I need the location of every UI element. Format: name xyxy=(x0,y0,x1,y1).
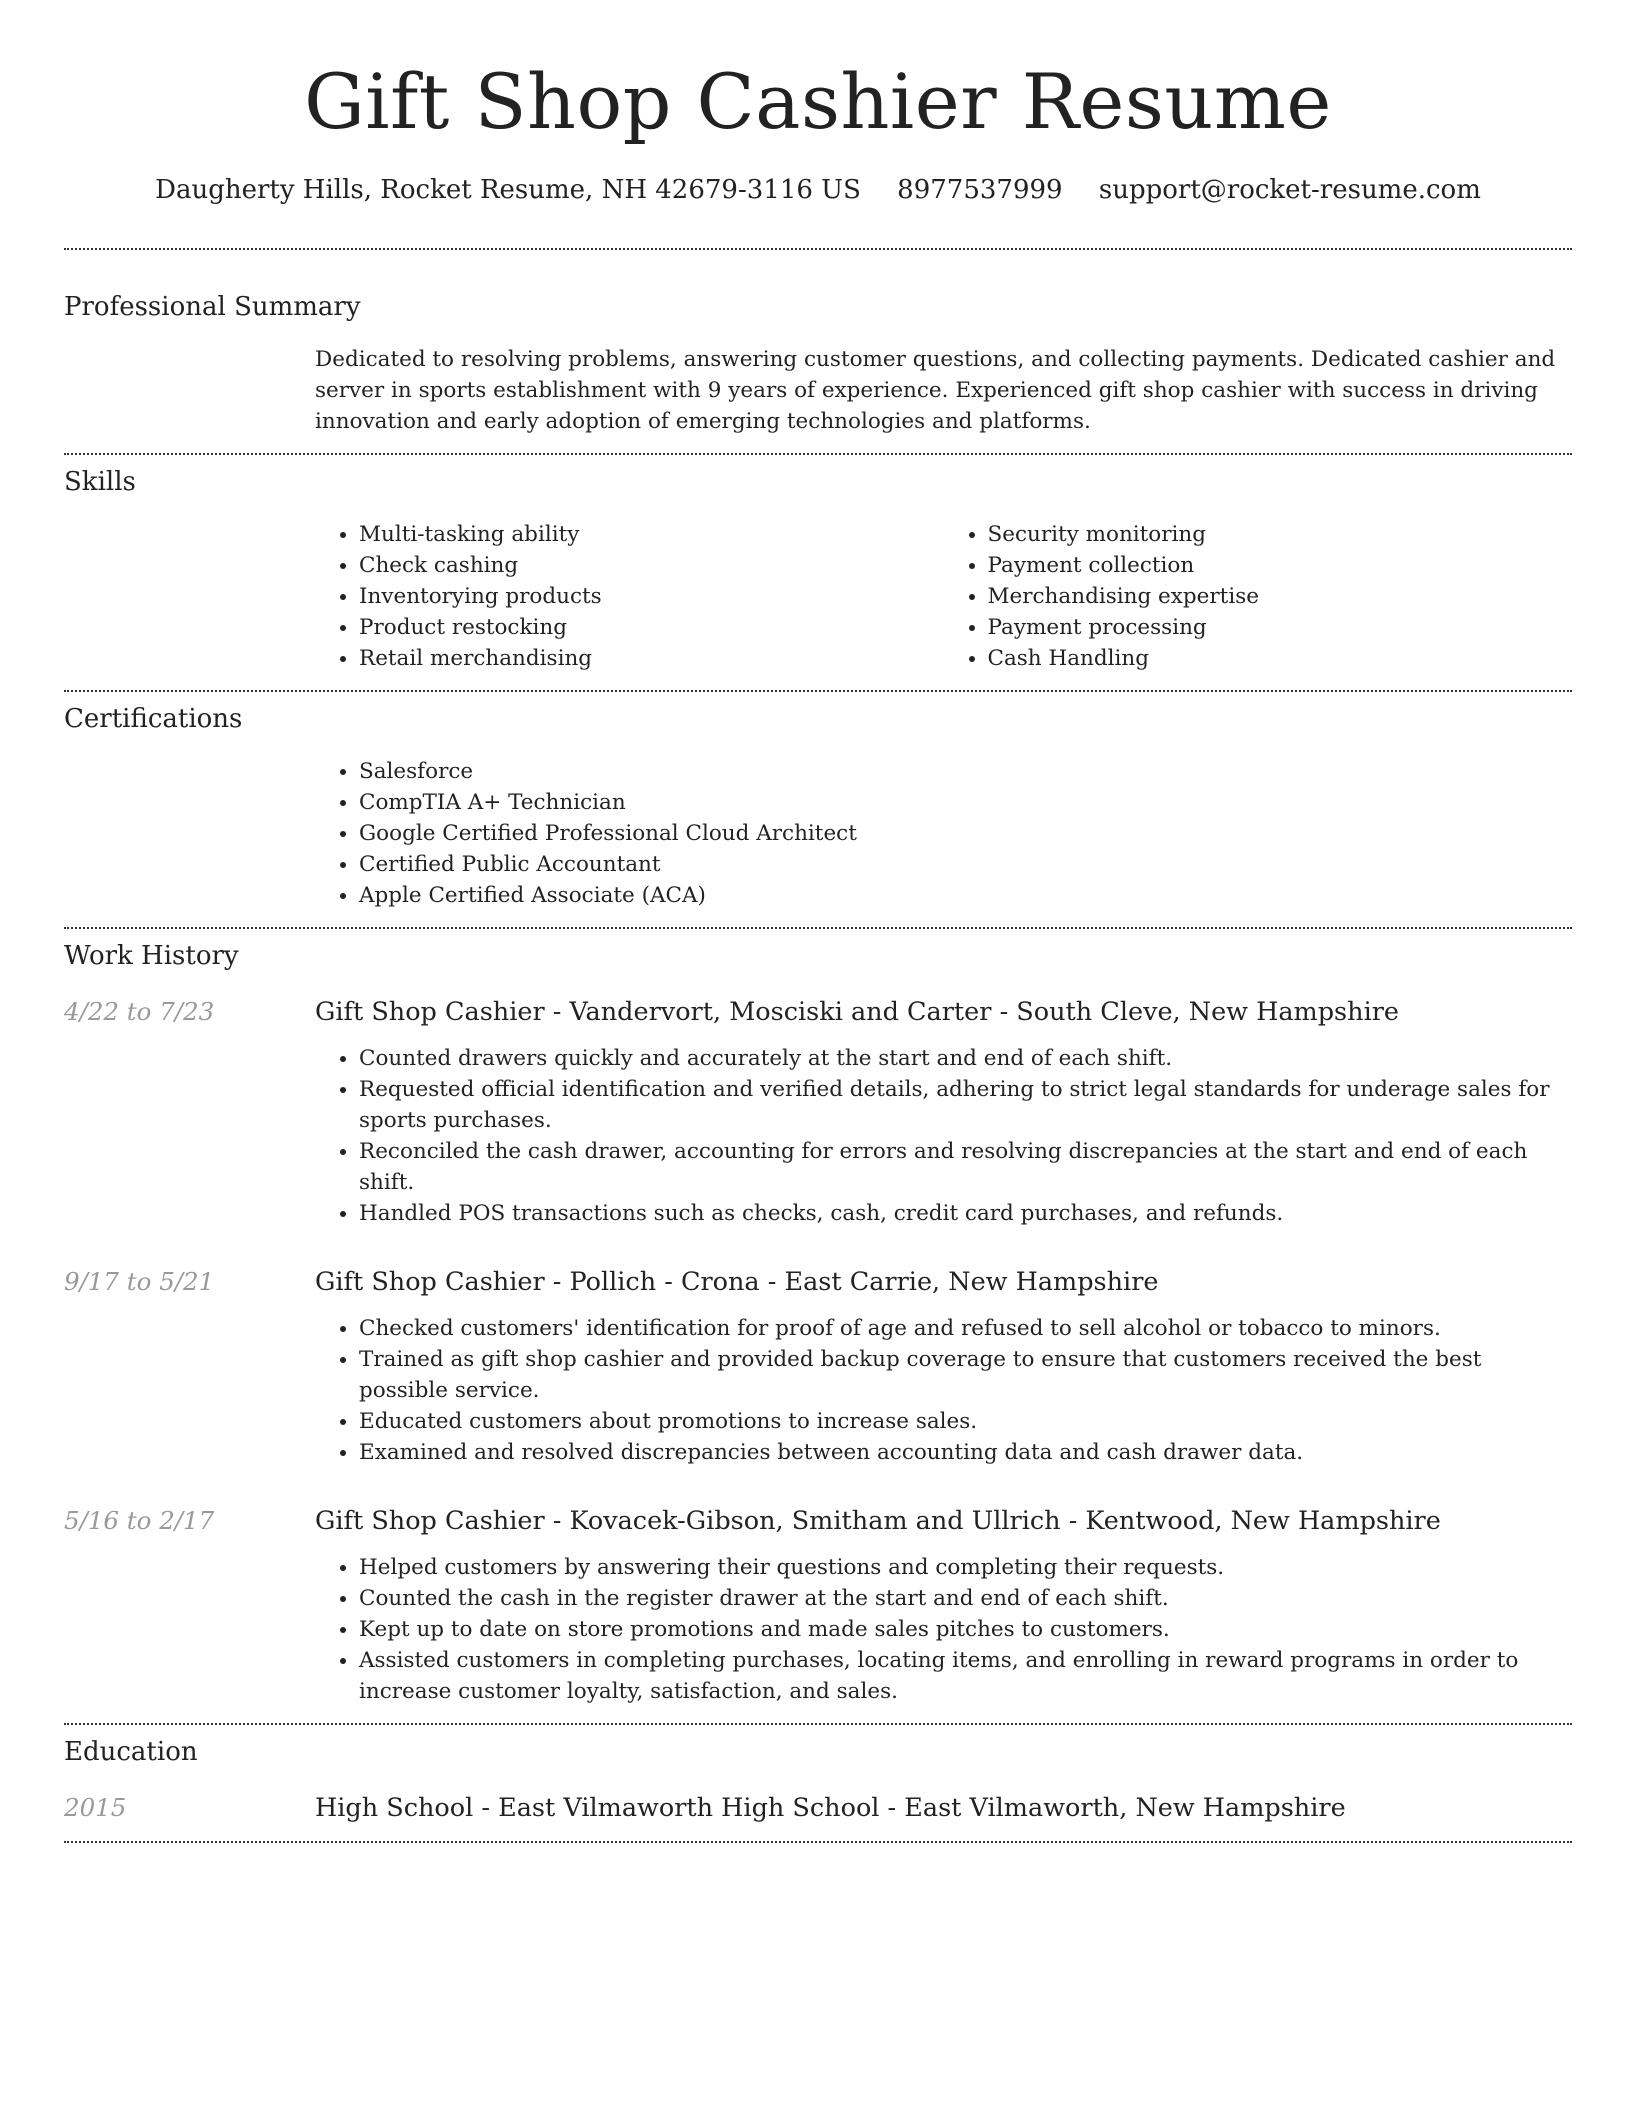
education-entry xyxy=(64,1791,1572,1825)
divider xyxy=(64,1723,1572,1725)
job-dates: 9/17 to 5/21 xyxy=(64,1267,215,1296)
job-bullet: • Counted the cash in the register drawer at the start and end of each shift. xyxy=(359,1583,1572,1614)
section-heading-work-history: Work History xyxy=(64,941,239,971)
resume-page xyxy=(64,0,1572,1843)
job-bullet: • Trained as gift shop cashier and provided backup coverage to ensure that customers received the best possible service. xyxy=(359,1344,1572,1406)
section-heading-skills: Skills xyxy=(64,467,136,497)
job-bullet: • Helped customers by answering their questions and completing their requests. xyxy=(359,1552,1572,1583)
contact-email: support@rocket-resume.com xyxy=(1098,175,1481,205)
job-bullet: • Checked customers' identification for proof of age and refused to sell alcohol or tobacco to minors. xyxy=(359,1313,1572,1344)
job-title: Gift Shop Cashier - Vandervort, Mosciski and Carter - South Cleve, New Hampshire xyxy=(315,997,1399,1027)
skill-item: • Security monitoring xyxy=(988,519,1573,550)
job-bullet: • Assisted customers in completing purchases, locating items, and enrolling in reward programs in order to increase customer loyalty, satisfaction, and sales. xyxy=(359,1645,1572,1707)
certification-item: • Certified Public Accountant xyxy=(359,849,1572,880)
job-entry xyxy=(64,995,1572,1229)
job-bullets xyxy=(315,1043,1572,1229)
job-dates: 4/22 to 7/23 xyxy=(64,997,215,1026)
job-bullet: • Examined and resolved discrepancies between accounting data and cash drawer data. xyxy=(359,1437,1572,1468)
job-bullet: • Counted drawers quickly and accurately at the start and end of each shift. xyxy=(359,1043,1572,1074)
certification-item: • Apple Certified Associate (ACA) xyxy=(359,880,1572,911)
divider xyxy=(64,1841,1572,1843)
skill-item: • Cash Handling xyxy=(988,643,1573,674)
job-title: Gift Shop Cashier - Kovacek-Gibson, Smitham and Ullrich - Kentwood, New Hampshire xyxy=(315,1506,1441,1536)
skills-column-left xyxy=(315,519,944,674)
contact-address: Daugherty Hills, Rocket Resume, NH 42679-3116 US xyxy=(155,175,861,205)
section-heading-certifications: Certifications xyxy=(64,704,243,734)
job-bullets xyxy=(315,1552,1572,1707)
contact-line xyxy=(64,172,1572,208)
skills-column-right xyxy=(944,519,1573,674)
job-bullet: • Requested official identification and verified details, adhering to strict legal standards for underage sales for sports purchases. xyxy=(359,1074,1572,1136)
job-title: Gift Shop Cashier - Pollich - Crona - East Carrie, New Hampshire xyxy=(315,1267,1159,1297)
skill-item: • Check cashing xyxy=(359,550,944,581)
job-bullet: • Handled POS transactions such as checks, cash, credit card purchases, and refunds. xyxy=(359,1198,1572,1229)
skill-item: • Multi-tasking ability xyxy=(359,519,944,550)
skill-item: • Product restocking xyxy=(359,612,944,643)
skill-item: • Retail merchandising xyxy=(359,643,944,674)
job-dates: 5/16 to 2/17 xyxy=(64,1506,215,1535)
divider xyxy=(64,453,1572,455)
certification-item: • Salesforce xyxy=(359,756,1572,787)
job-bullets xyxy=(315,1313,1572,1468)
skill-item: • Inventorying products xyxy=(359,581,944,612)
divider xyxy=(64,927,1572,929)
divider xyxy=(64,248,1572,250)
section-heading-education: Education xyxy=(64,1737,198,1767)
job-entry xyxy=(64,1265,1572,1468)
page-title: Gift Shop Cashier Resume xyxy=(304,57,1332,146)
education-year: 2015 xyxy=(64,1793,127,1822)
job-bullet: • Kept up to date on store promotions and made sales pitches to customers. xyxy=(359,1614,1572,1645)
skill-item: • Payment processing xyxy=(988,612,1573,643)
certification-item: • CompTIA A+ Technician xyxy=(359,787,1572,818)
skill-item: • Merchandising expertise xyxy=(988,581,1573,612)
divider xyxy=(64,690,1572,692)
certifications-list xyxy=(315,756,1572,911)
skills-list xyxy=(315,519,1572,674)
certification-item: • Google Certified Professional Cloud Architect xyxy=(359,818,1572,849)
job-bullet: • Reconciled the cash drawer, accounting for errors and resolving discrepancies at the start and end of each shift. xyxy=(359,1136,1572,1198)
summary-text: Dedicated to resolving problems, answering customer questions, and collecting payments. Dedicated cashier and server in sports establishment with 9 years of experience. Experienced gift shop cashier with success in driving innovation and early adoption of emerging technologies and platforms. xyxy=(315,347,1556,434)
contact-phone: 8977537999 xyxy=(897,175,1063,205)
skill-item: • Payment collection xyxy=(988,550,1573,581)
job-bullet: • Educated customers about promotions to increase sales. xyxy=(359,1406,1572,1437)
education-title: High School - East Vilmaworth High School - East Vilmaworth, New Hampshire xyxy=(315,1793,1346,1823)
job-entry xyxy=(64,1504,1572,1707)
section-heading-summary: Professional Summary xyxy=(64,292,361,322)
